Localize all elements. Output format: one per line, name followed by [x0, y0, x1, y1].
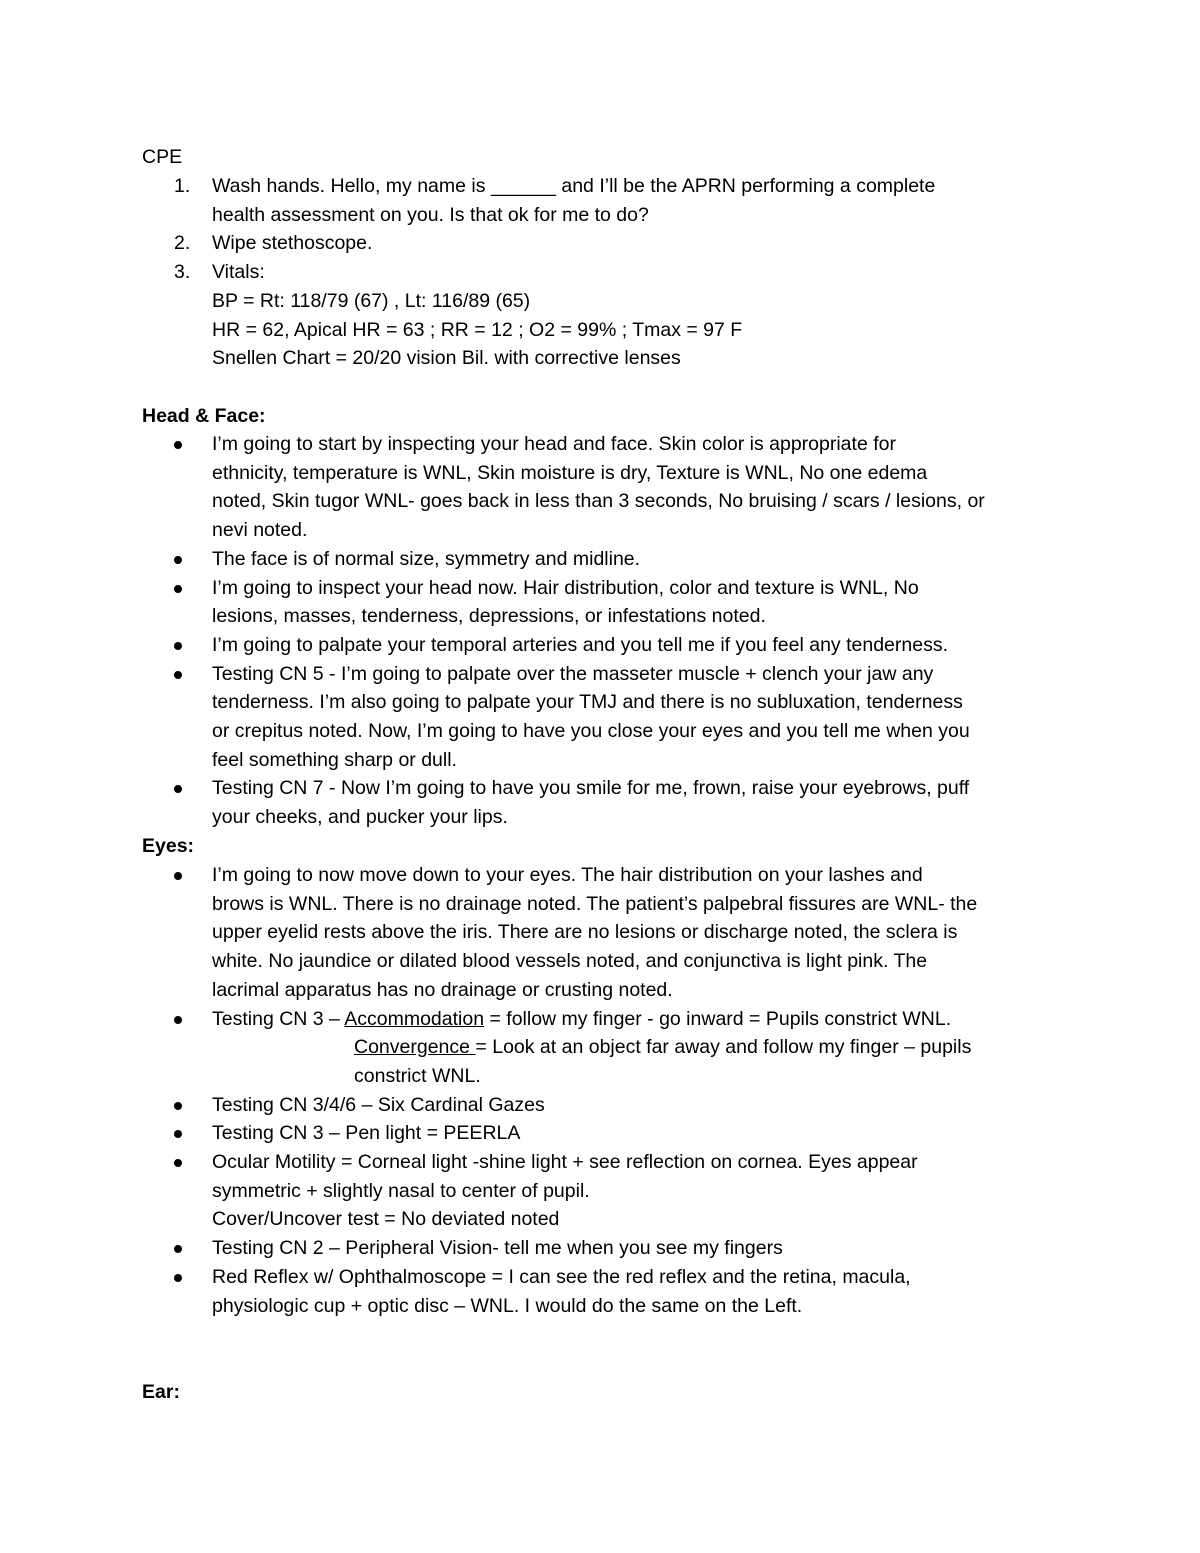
list-text: Snellen Chart = 20/20 vision Bil. with corrective lenses	[212, 347, 681, 370]
list-text: Testing CN 3/4/6 – Six Cardinal Gazes	[212, 1093, 545, 1116]
bullet-icon	[174, 1130, 182, 1138]
list-text: tenderness. I’m also going to palpate your TMJ and there is no subluxation, tenderness	[212, 691, 963, 714]
convergence-text: = Look at an object far away and follow my finger – pupils	[475, 1036, 972, 1059]
list-text: I’m going to start by inspecting your head and face. Skin color is appropriate for	[212, 433, 896, 455]
accommodation-text: = follow my finger - go inward = Pupils constrict WNL.	[484, 1007, 952, 1030]
numbered-list	[0, 172, 1200, 373]
bullet-icon	[174, 785, 182, 793]
list-text: HR = 62, Apical HR = 63 ; RR = 12 ; O2 = 99% ; Tmax = 97 F	[212, 318, 743, 341]
list-item	[0, 229, 1052, 258]
list-text: Testing CN 2 – Peripheral Vision- tell me when you see my fingers	[212, 1237, 783, 1260]
bullet-icon	[174, 872, 182, 880]
list-text: Red Reflex w/ Ophthalmoscope = I can see the red reflex and the retina, macula,	[212, 1265, 911, 1288]
list-item	[0, 1005, 1062, 1091]
head-face-bullet-list	[0, 430, 1200, 832]
list-text: nevi noted.	[212, 519, 308, 542]
list-item	[0, 545, 1062, 574]
list-text: noted, Skin tugor WNL- goes back in less than 3 seconds, No bruising / scars / lesions, or	[212, 490, 985, 513]
list-text: symmetric + slightly nasal to center of pupil.	[212, 1179, 590, 1202]
list-number: 3.	[174, 261, 191, 284]
list-text: Wash hands. Hello, my name is ______ and I’ll be the APRN performing a complete	[212, 175, 936, 197]
list-text: white. No jaundice or dilated blood vessels noted, and conjunctiva is light pink. The	[212, 950, 928, 973]
list-text: upper eyelid rests above the iris. There are no lesions or discharge noted, the sclera is	[212, 921, 958, 944]
convergence-label: Convergence	[354, 1036, 476, 1059]
list-item	[0, 1263, 1062, 1320]
list-item	[0, 1091, 1062, 1120]
accommodation-label: Accommodation	[344, 1007, 485, 1030]
list-text: ethnicity, temperature is WNL, Skin moisture is dry, Texture is WNL, No one edema	[212, 461, 928, 484]
list-text	[212, 1005, 1062, 1034]
eyes-bullet-list	[0, 861, 1200, 1320]
list-item	[0, 861, 1062, 1005]
list-text: physiologic cup + optic disc – WNL. I would do the same on the Left.	[212, 1294, 803, 1317]
list-text: feel something sharp or dull.	[212, 748, 457, 771]
section-heading-head-face: Head & Face:	[142, 405, 266, 427]
list-number: 1.	[174, 175, 191, 197]
list-item	[0, 774, 1062, 831]
list-text: your cheeks, and pucker your lips.	[212, 806, 508, 829]
list-text: Vitals:	[212, 261, 265, 284]
bullet-icon	[174, 1245, 182, 1253]
list-item	[0, 631, 1062, 660]
list-text: constrict WNL.	[354, 1064, 481, 1087]
list-number: 2.	[174, 232, 191, 255]
list-text: Testing CN 7 - Now I’m going to have you smile for me, frown, raise your eyebrows, puff	[212, 777, 970, 800]
document-title: CPE	[142, 146, 183, 168]
list-text: The face is of normal size, symmetry and midline.	[212, 547, 641, 570]
bullet-icon	[174, 1159, 182, 1167]
list-text: Testing CN 3 – Pen light = PEERLA	[212, 1122, 521, 1145]
bullet-icon	[174, 671, 182, 679]
section-heading-ear: Ear:	[142, 1381, 180, 1403]
list-text: BP = Rt: 118/79 (67) , Lt: 116/89 (65)	[212, 289, 531, 312]
list-text: brows is WNL. There is no drainage noted. The patient’s palpebral fissures are WNL- the	[212, 892, 978, 915]
list-item	[0, 1148, 1062, 1234]
list-text: Ocular Motility = Corneal light -shine light + see reflection on cornea. Eyes appear	[212, 1151, 918, 1174]
list-text	[212, 1033, 1062, 1062]
text-prefix: Testing CN 3 –	[212, 1007, 345, 1030]
section-heading-eyes: Eyes:	[142, 835, 195, 857]
list-item	[0, 258, 1052, 373]
list-text: health assessment on you. Is that ok for me to do?	[212, 203, 649, 226]
list-item	[0, 430, 1062, 545]
list-text: lacrimal apparatus has no drainage or crusting noted.	[212, 978, 673, 1001]
list-text: I’m going to inspect your head now. Hair distribution, color and texture is WNL, No	[212, 576, 919, 599]
list-text: I’m going to palpate your temporal arteries and you tell me if you feel any tenderness.	[212, 633, 948, 656]
list-item	[0, 574, 1062, 631]
bullet-icon	[174, 1274, 182, 1282]
list-item	[0, 660, 1062, 775]
bullet-icon	[174, 585, 182, 593]
bullet-icon	[174, 556, 182, 564]
list-item	[0, 172, 1052, 229]
list-text: I’m going to now move down to your eyes. The hair distribution on your lashes and	[212, 864, 923, 886]
bullet-icon	[174, 441, 182, 449]
list-text: or crepitus noted. Now, I’m going to have you close your eyes and you tell me when you	[212, 720, 970, 743]
list-item	[0, 1234, 1062, 1263]
list-text: lesions, masses, tenderness, depressions, or infestations noted.	[212, 605, 766, 628]
list-item	[0, 1119, 1062, 1148]
list-text: Wipe stethoscope.	[212, 232, 373, 255]
bullet-icon	[174, 642, 182, 650]
bullet-icon	[174, 1102, 182, 1110]
bullet-icon	[174, 1016, 182, 1024]
list-text: Testing CN 5 - I’m going to palpate over the masseter muscle + clench your jaw any	[212, 662, 934, 685]
list-text: Cover/Uncover test = No deviated noted	[212, 1208, 560, 1231]
